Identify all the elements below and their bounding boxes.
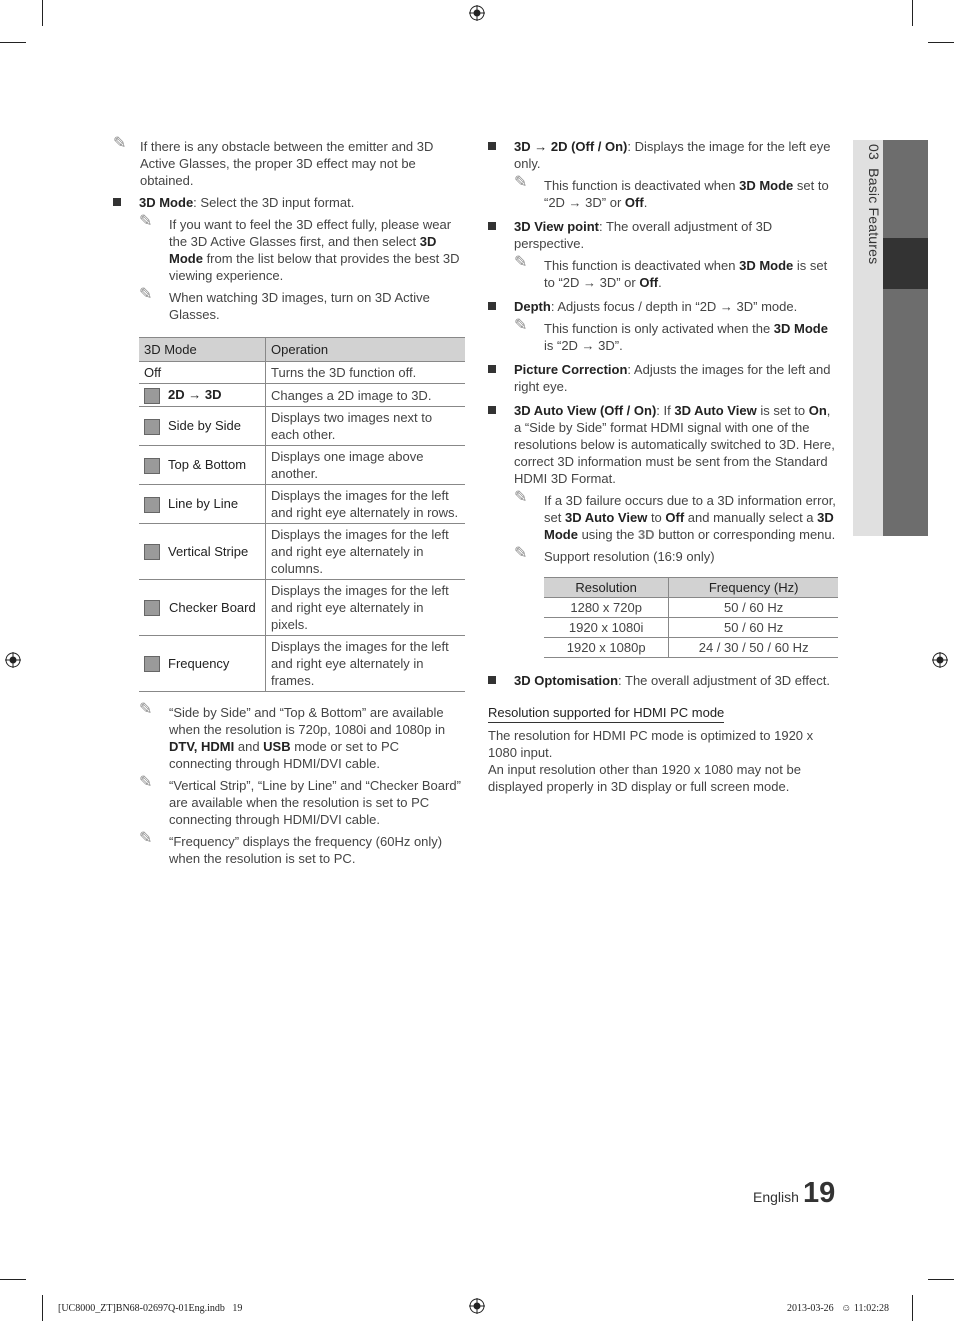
term: 3D Auto View bbox=[674, 403, 757, 418]
mode-label: Checker Board bbox=[169, 600, 256, 615]
table-row bbox=[139, 485, 465, 524]
note-text: This function is deactivated when bbox=[544, 178, 740, 193]
side-by-side-icon bbox=[144, 419, 160, 435]
note-text: is “2D → 3D”. bbox=[544, 338, 623, 353]
table-cell: 50 / 60 Hz bbox=[669, 598, 838, 618]
bullet-item bbox=[488, 138, 840, 211]
pencil-note-icon: ✎ bbox=[514, 545, 528, 562]
side-tab-block bbox=[883, 140, 928, 238]
table-cell: 50 / 60 Hz bbox=[669, 618, 838, 638]
bullet-text: : Adjusts focus / depth in “2D → 3D” mode. bbox=[550, 299, 798, 314]
note-text: . bbox=[658, 275, 662, 290]
line-by-line-icon bbox=[144, 497, 160, 513]
crop-mark bbox=[0, 42, 26, 43]
bullet-text: , a “Side by Side” format HDMI signal with one of the resolutions below is automatically switched to 3D. Here, correct 3D information must be sent from the Standard HDMI 3D Format. bbox=[514, 403, 835, 486]
2d-to-3d-icon bbox=[144, 388, 160, 404]
note-text: button or corresponding menu. bbox=[654, 527, 836, 542]
term: 3D Mode bbox=[773, 321, 828, 336]
table-cell: 24 / 30 / 50 / 60 Hz bbox=[669, 638, 838, 658]
mode-cell bbox=[139, 580, 266, 636]
heading-text: Resolution supported for HDMI PC mode bbox=[488, 704, 724, 723]
bullet-square-icon bbox=[488, 142, 496, 150]
note bbox=[139, 774, 465, 828]
bullet-text: : The overall adjustment of 3D perspective. bbox=[514, 219, 773, 251]
operation-cell: Changes a 2D image to 3D. bbox=[266, 384, 466, 407]
mode-label: 2D → 3D bbox=[168, 387, 222, 403]
table-row bbox=[139, 580, 465, 636]
note bbox=[514, 317, 840, 354]
table-row bbox=[544, 618, 838, 638]
bullet-item bbox=[488, 672, 840, 689]
pencil-note-icon: ✎ bbox=[139, 213, 153, 230]
term: Off bbox=[665, 510, 685, 525]
term: Depth bbox=[514, 299, 551, 314]
chapter-title: Basic Features bbox=[866, 168, 882, 265]
table-cell: 1920 x 1080i bbox=[544, 618, 669, 638]
bullet-text: : The overall adjustment of 3D effect. bbox=[618, 673, 830, 688]
term: 3D View point bbox=[514, 219, 599, 234]
crop-mark bbox=[912, 1295, 913, 1321]
chapter-label bbox=[852, 144, 882, 264]
pencil-note-icon: ✎ bbox=[139, 774, 153, 791]
bullet-item bbox=[488, 218, 840, 291]
mode-cell bbox=[139, 384, 266, 407]
operation-cell: Displays the images for the left and right eye alternately in pixels. bbox=[266, 580, 466, 636]
table-cell: 1920 x 1080p bbox=[544, 638, 669, 658]
mode-cell bbox=[139, 636, 266, 692]
term: 3D bbox=[637, 527, 655, 542]
mode-cell bbox=[139, 524, 266, 580]
note bbox=[139, 701, 465, 772]
print-date: 2013-03-26 ☺ 11:02:28 bbox=[787, 1303, 890, 1314]
pencil-note-icon: ✎ bbox=[514, 254, 528, 271]
mode-cell: Off bbox=[139, 362, 266, 384]
term: Off bbox=[624, 195, 644, 210]
bullet-item bbox=[488, 402, 840, 658]
right-column bbox=[488, 138, 840, 795]
note-text: “Vertical Strip”, “Line by Line” and “Checker Board” are available when the resolution is set to PC connecting through HDMI/DVI cable. bbox=[169, 778, 461, 827]
table-row bbox=[139, 407, 465, 446]
operation-cell: Displays the images for the left and right eye alternately in frames. bbox=[266, 636, 466, 692]
pencil-note-icon: ✎ bbox=[514, 317, 528, 334]
bullet-item bbox=[488, 298, 840, 354]
mode-label: Line by Line bbox=[168, 496, 239, 512]
mode-cell bbox=[139, 485, 266, 524]
note-text: set to “2D → 3D” or bbox=[544, 178, 829, 210]
note-text: When watching 3D images, turn on 3D Active Glasses. bbox=[169, 290, 430, 322]
mode-label: Top & Bottom bbox=[168, 457, 247, 473]
chapter-number: 03 bbox=[866, 144, 882, 160]
operation-cell: Turns the 3D function off. bbox=[266, 362, 466, 384]
resolution-table bbox=[544, 577, 838, 658]
note-text: If there is any obstacle between the emitter and 3D Active Glasses, the proper 3D effect may not be obtained. bbox=[140, 139, 434, 188]
note-text: and bbox=[234, 739, 264, 754]
operation-cell: Displays one image above another. bbox=[266, 446, 466, 485]
pencil-note-icon: ✎ bbox=[514, 174, 528, 191]
side-tab-active-block bbox=[883, 238, 928, 289]
bullet-square-icon bbox=[488, 365, 496, 373]
note-text: from the list below that provides the best 3D viewing experience. bbox=[169, 251, 460, 283]
table-row bbox=[139, 446, 465, 485]
table-header: 3D Mode bbox=[139, 338, 266, 362]
note bbox=[139, 213, 465, 284]
table-cell: 1280 x 720p bbox=[544, 598, 669, 618]
crop-mark bbox=[0, 1279, 26, 1280]
operation-cell: Displays the images for the left and right eye alternately in columns. bbox=[266, 524, 466, 580]
left-column bbox=[113, 135, 465, 867]
note bbox=[514, 489, 840, 543]
bullet-square-icon bbox=[488, 222, 496, 230]
table-row bbox=[139, 636, 465, 692]
note-text: . bbox=[643, 195, 648, 210]
term: DTV, HDMI bbox=[169, 739, 235, 754]
note bbox=[113, 135, 465, 189]
term: 3D Mode bbox=[739, 178, 794, 193]
pencil-note-icon: ✎ bbox=[139, 830, 153, 847]
bullet-square-icon bbox=[113, 198, 121, 206]
crop-mark bbox=[928, 42, 954, 43]
bullet-text: is set to bbox=[756, 403, 809, 418]
crop-mark bbox=[912, 0, 913, 26]
crop-mark bbox=[42, 0, 43, 26]
bullet-text: : Displays the image for the left eye only. bbox=[514, 139, 831, 171]
table-row bbox=[139, 524, 465, 580]
pencil-note-icon: ✎ bbox=[113, 135, 127, 152]
term: 3D Mode bbox=[169, 234, 437, 266]
pencil-note-icon: ✎ bbox=[514, 489, 528, 506]
table-row bbox=[139, 384, 465, 407]
table-row bbox=[544, 638, 838, 658]
crop-mark bbox=[928, 1279, 954, 1280]
pencil-note-icon: ✎ bbox=[139, 286, 153, 303]
pencil-note-icon: ✎ bbox=[139, 701, 153, 718]
paragraph: An input resolution other than 1920 x 1080 may not be displayed properly in 3D display or full screen mode. bbox=[488, 762, 801, 794]
bullet-text: : Select the 3D input format. bbox=[193, 195, 355, 210]
table-header: Operation bbox=[266, 338, 466, 362]
term: Off bbox=[639, 275, 659, 290]
table-header-row bbox=[544, 578, 838, 598]
section-heading bbox=[488, 704, 840, 723]
term: On bbox=[808, 403, 827, 418]
term: 3D Mode bbox=[544, 510, 834, 542]
note-text: “Side by Side” and “Top & Bottom” are available when the resolution is 720p, 1080i and 1080p in bbox=[169, 705, 446, 737]
file-info: [UC8000_ZT]BN68-02697Q-01Eng.indb 19 bbox=[58, 1303, 243, 1314]
term: 3D Optomisation bbox=[514, 673, 619, 688]
note-text: to bbox=[647, 510, 666, 525]
crop-mark bbox=[42, 1295, 43, 1321]
table-row bbox=[544, 598, 838, 618]
mode-label: Side by Side bbox=[168, 418, 241, 434]
paragraph: The resolution for HDMI PC mode is optimized to 1920 x 1080 input. bbox=[488, 728, 814, 760]
side-tab-block bbox=[883, 289, 928, 536]
note-text: Support resolution (16:9 only) bbox=[544, 549, 715, 564]
note-text: “Frequency” displays the frequency (60Hz only) when the resolution is set to PC. bbox=[169, 834, 443, 866]
table-header-row bbox=[139, 338, 465, 362]
top-bottom-icon bbox=[144, 458, 160, 474]
bullet-item bbox=[488, 361, 840, 395]
vertical-stripe-icon bbox=[144, 544, 160, 560]
page-number: 19 bbox=[803, 1177, 836, 1209]
checker-board-icon bbox=[144, 600, 160, 616]
term: USB bbox=[263, 739, 291, 754]
mode-label: Frequency bbox=[168, 655, 230, 671]
term: Picture Correction bbox=[514, 362, 628, 377]
table-header: Resolution bbox=[544, 578, 669, 598]
frequency-icon bbox=[144, 656, 160, 672]
note-text: is set to “2D → 3D” or bbox=[544, 258, 828, 290]
term: 3D Auto View bbox=[564, 510, 648, 525]
term: 3D Mode bbox=[739, 258, 794, 273]
note-text: If a 3D failure occurs due to a 3D information error, set bbox=[544, 493, 836, 525]
note-text: This function is deactivated when bbox=[544, 258, 740, 273]
page-language: English bbox=[753, 1189, 799, 1205]
operation-cell: Displays two images next to each other. bbox=[266, 407, 466, 446]
mode-label: Vertical Stripe bbox=[168, 543, 249, 559]
term: 3D Auto View (Off / On) bbox=[514, 403, 657, 418]
note-text: This function is only activated when the bbox=[544, 321, 774, 336]
table-header: Frequency (Hz) bbox=[669, 578, 838, 598]
note bbox=[139, 286, 465, 323]
note bbox=[514, 254, 840, 291]
mode-cell bbox=[139, 446, 266, 485]
registration-mark-icon bbox=[469, 5, 485, 21]
registration-mark-icon bbox=[469, 1298, 485, 1314]
note-text: and manually select a bbox=[684, 510, 818, 525]
note bbox=[514, 545, 840, 565]
bullet-square-icon bbox=[488, 406, 496, 414]
bullet-item bbox=[113, 194, 465, 323]
note bbox=[514, 174, 840, 211]
operation-cell: Displays the images for the left and right eye alternately in rows. bbox=[266, 485, 466, 524]
note-text: mode or set to PC connecting through HDMI/DVI cable. bbox=[169, 739, 400, 771]
note-text: using the bbox=[577, 527, 638, 542]
registration-mark-icon bbox=[932, 652, 948, 668]
3d-mode-table bbox=[139, 337, 465, 692]
term: 3D Mode bbox=[139, 195, 194, 210]
bullet-square-icon bbox=[488, 676, 496, 684]
mode-cell bbox=[139, 407, 266, 446]
registration-mark-icon bbox=[5, 652, 21, 668]
note-text: If you want to feel the 3D effect fully, please wear the 3D Active Glasses first, and then select bbox=[169, 217, 452, 249]
bullet-text: : If bbox=[656, 403, 675, 418]
table-row bbox=[139, 362, 465, 384]
bullet-square-icon bbox=[488, 302, 496, 310]
note bbox=[139, 830, 465, 867]
term: 3D → 2D (Off / On) bbox=[514, 139, 628, 154]
bullet-text: : Adjusts the images for the left and right eye. bbox=[514, 362, 831, 394]
